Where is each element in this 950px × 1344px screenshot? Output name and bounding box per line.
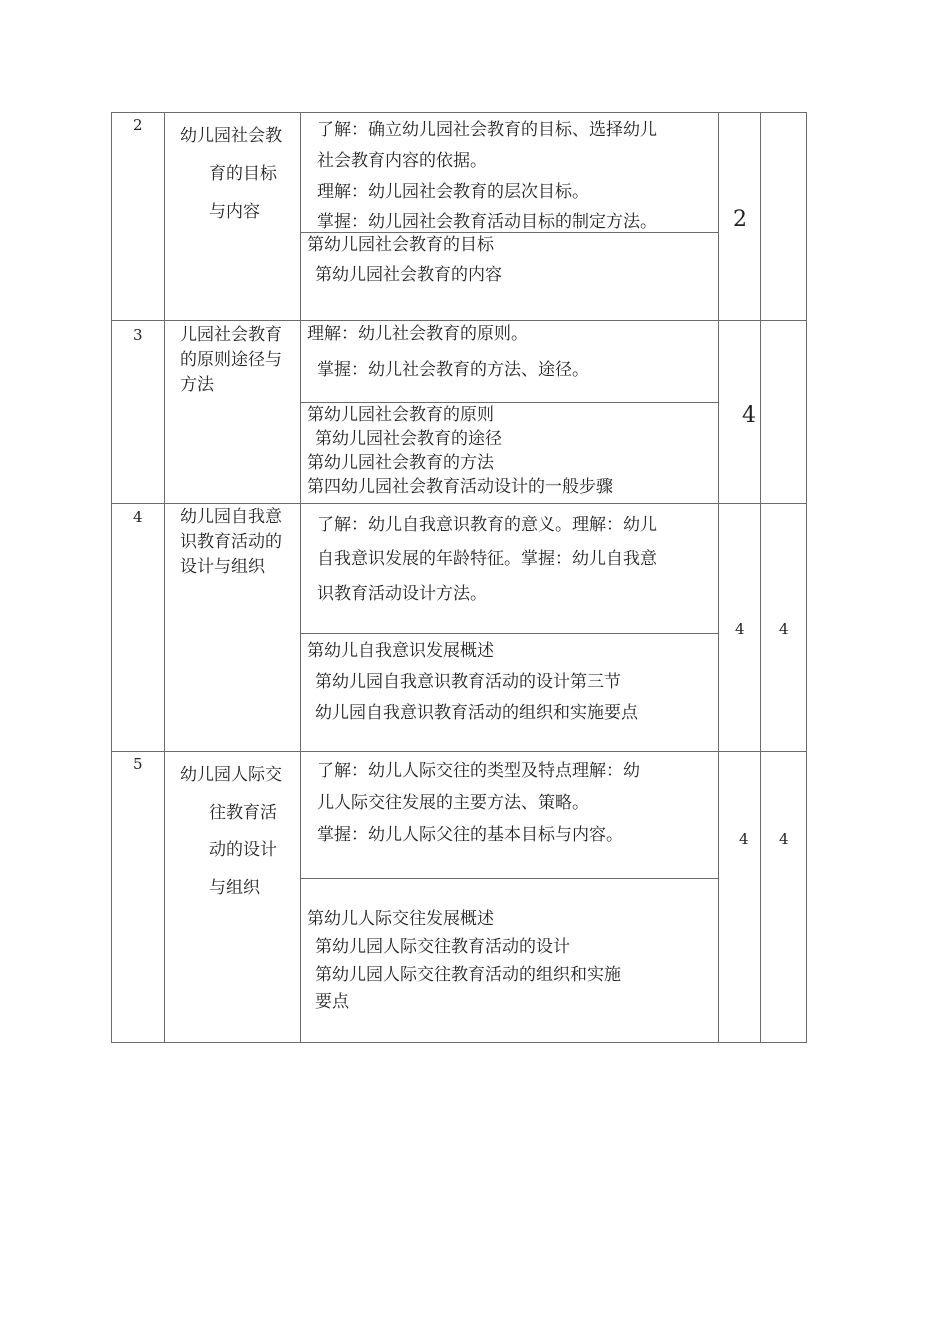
goal-line: 了解：确立幼儿园社会教育的目标、选择幼儿 — [317, 120, 657, 140]
row-title-line: 方法 — [180, 375, 214, 395]
content-line: 第幼儿园自我意识教育活动的设计第三节 — [315, 672, 621, 692]
row-title-line: 幼儿园自我意 — [180, 507, 282, 527]
cell-divider — [300, 878, 718, 879]
goal-line: 掌握：幼儿园社会教育活动目标的制定方法。 — [317, 212, 657, 232]
hours-value: 2 — [733, 207, 747, 232]
content-line: 要点 — [315, 992, 349, 1012]
row-title-line: 往教育活 — [209, 803, 277, 823]
row-title-line: 与内容 — [209, 202, 260, 222]
cell-divider — [300, 633, 718, 634]
content-line: 第幼儿园社会教育的方法 — [307, 453, 494, 473]
table-top-border — [111, 112, 807, 113]
table-bottom-border — [111, 1042, 807, 1043]
column-divider — [760, 112, 761, 1043]
hours-value: 4 — [739, 830, 749, 848]
row-title-line: 幼儿园人际交 — [180, 765, 282, 785]
row-number: 4 — [133, 508, 143, 526]
cell-divider — [300, 402, 718, 403]
goal-line: 理解：幼儿社会教育的原则。 — [307, 324, 528, 344]
hours-value-secondary: 4 — [779, 830, 789, 848]
goal-line: 自我意识发展的年龄特征。掌握：幼儿自我意 — [317, 549, 657, 569]
row-title-line: 儿园社会教育 — [180, 325, 282, 345]
column-divider — [718, 112, 719, 1043]
row-title-line: 育的目标 — [209, 164, 277, 184]
content-line: 第幼儿园人际交往教育活动的设计 — [315, 937, 570, 957]
column-divider — [300, 112, 301, 1043]
row-title-line: 的原则途径与 — [180, 350, 282, 370]
row-number: 5 — [133, 755, 143, 773]
goal-line: 社会教育内容的依据。 — [317, 151, 487, 171]
content-line: 第幼儿园社会教育的原则 — [307, 405, 494, 425]
row-title-line: 设计与组织 — [180, 557, 265, 577]
row-divider — [111, 503, 807, 504]
goal-line: 掌握：幼儿社会教育的方法、途径。 — [317, 360, 589, 380]
row-number: 3 — [133, 326, 143, 344]
goal-line: 理解：幼儿园社会教育的层次目标。 — [317, 182, 589, 202]
content-line: 第幼儿人际交往发展概述 — [307, 909, 494, 929]
content-line: 第四幼儿园社会教育活动设计的一般步骤 — [307, 477, 613, 497]
content-line: 第幼儿园社会教育的目标 — [307, 235, 494, 255]
column-divider — [164, 112, 165, 1043]
goal-line: 了解：幼儿自我意识教育的意义。理解：幼儿 — [317, 515, 657, 535]
table-right-border — [806, 112, 807, 1043]
table-left-border — [111, 112, 112, 1043]
row-divider — [111, 320, 807, 321]
cell-divider — [300, 232, 718, 233]
hours-value-secondary: 4 — [779, 620, 789, 638]
goal-line: 儿人际交往发展的主要方法、策略。 — [317, 793, 589, 813]
goal-line: 了解：幼儿人际交往的类型及特点理解：幼 — [317, 761, 640, 781]
goal-line: 识教育活动设计方法。 — [317, 584, 487, 604]
content-line: 第幼儿园社会教育的内容 — [315, 265, 502, 285]
row-number: 2 — [133, 116, 143, 134]
content-line: 第幼儿园人际交往教育活动的组织和实施 — [315, 965, 621, 985]
hours-value: 4 — [735, 620, 745, 638]
row-divider — [111, 751, 807, 752]
row-title-line: 动的设计 — [209, 840, 277, 860]
row-title-line: 与组织 — [209, 878, 260, 898]
content-line: 第幼儿自我意识发展概述 — [307, 641, 494, 661]
row-title-line: 幼儿园社会教 — [180, 126, 282, 146]
row-title-line: 识教育活动的 — [180, 532, 282, 552]
hours-value: 4 — [742, 403, 756, 428]
goal-line: 掌握：幼儿人际父往的基本目标与内容。 — [317, 825, 623, 845]
content-line: 幼儿园自我意识教育活动的组织和实施要点 — [315, 703, 638, 723]
content-line: 第幼儿园社会教育的途径 — [315, 429, 502, 449]
